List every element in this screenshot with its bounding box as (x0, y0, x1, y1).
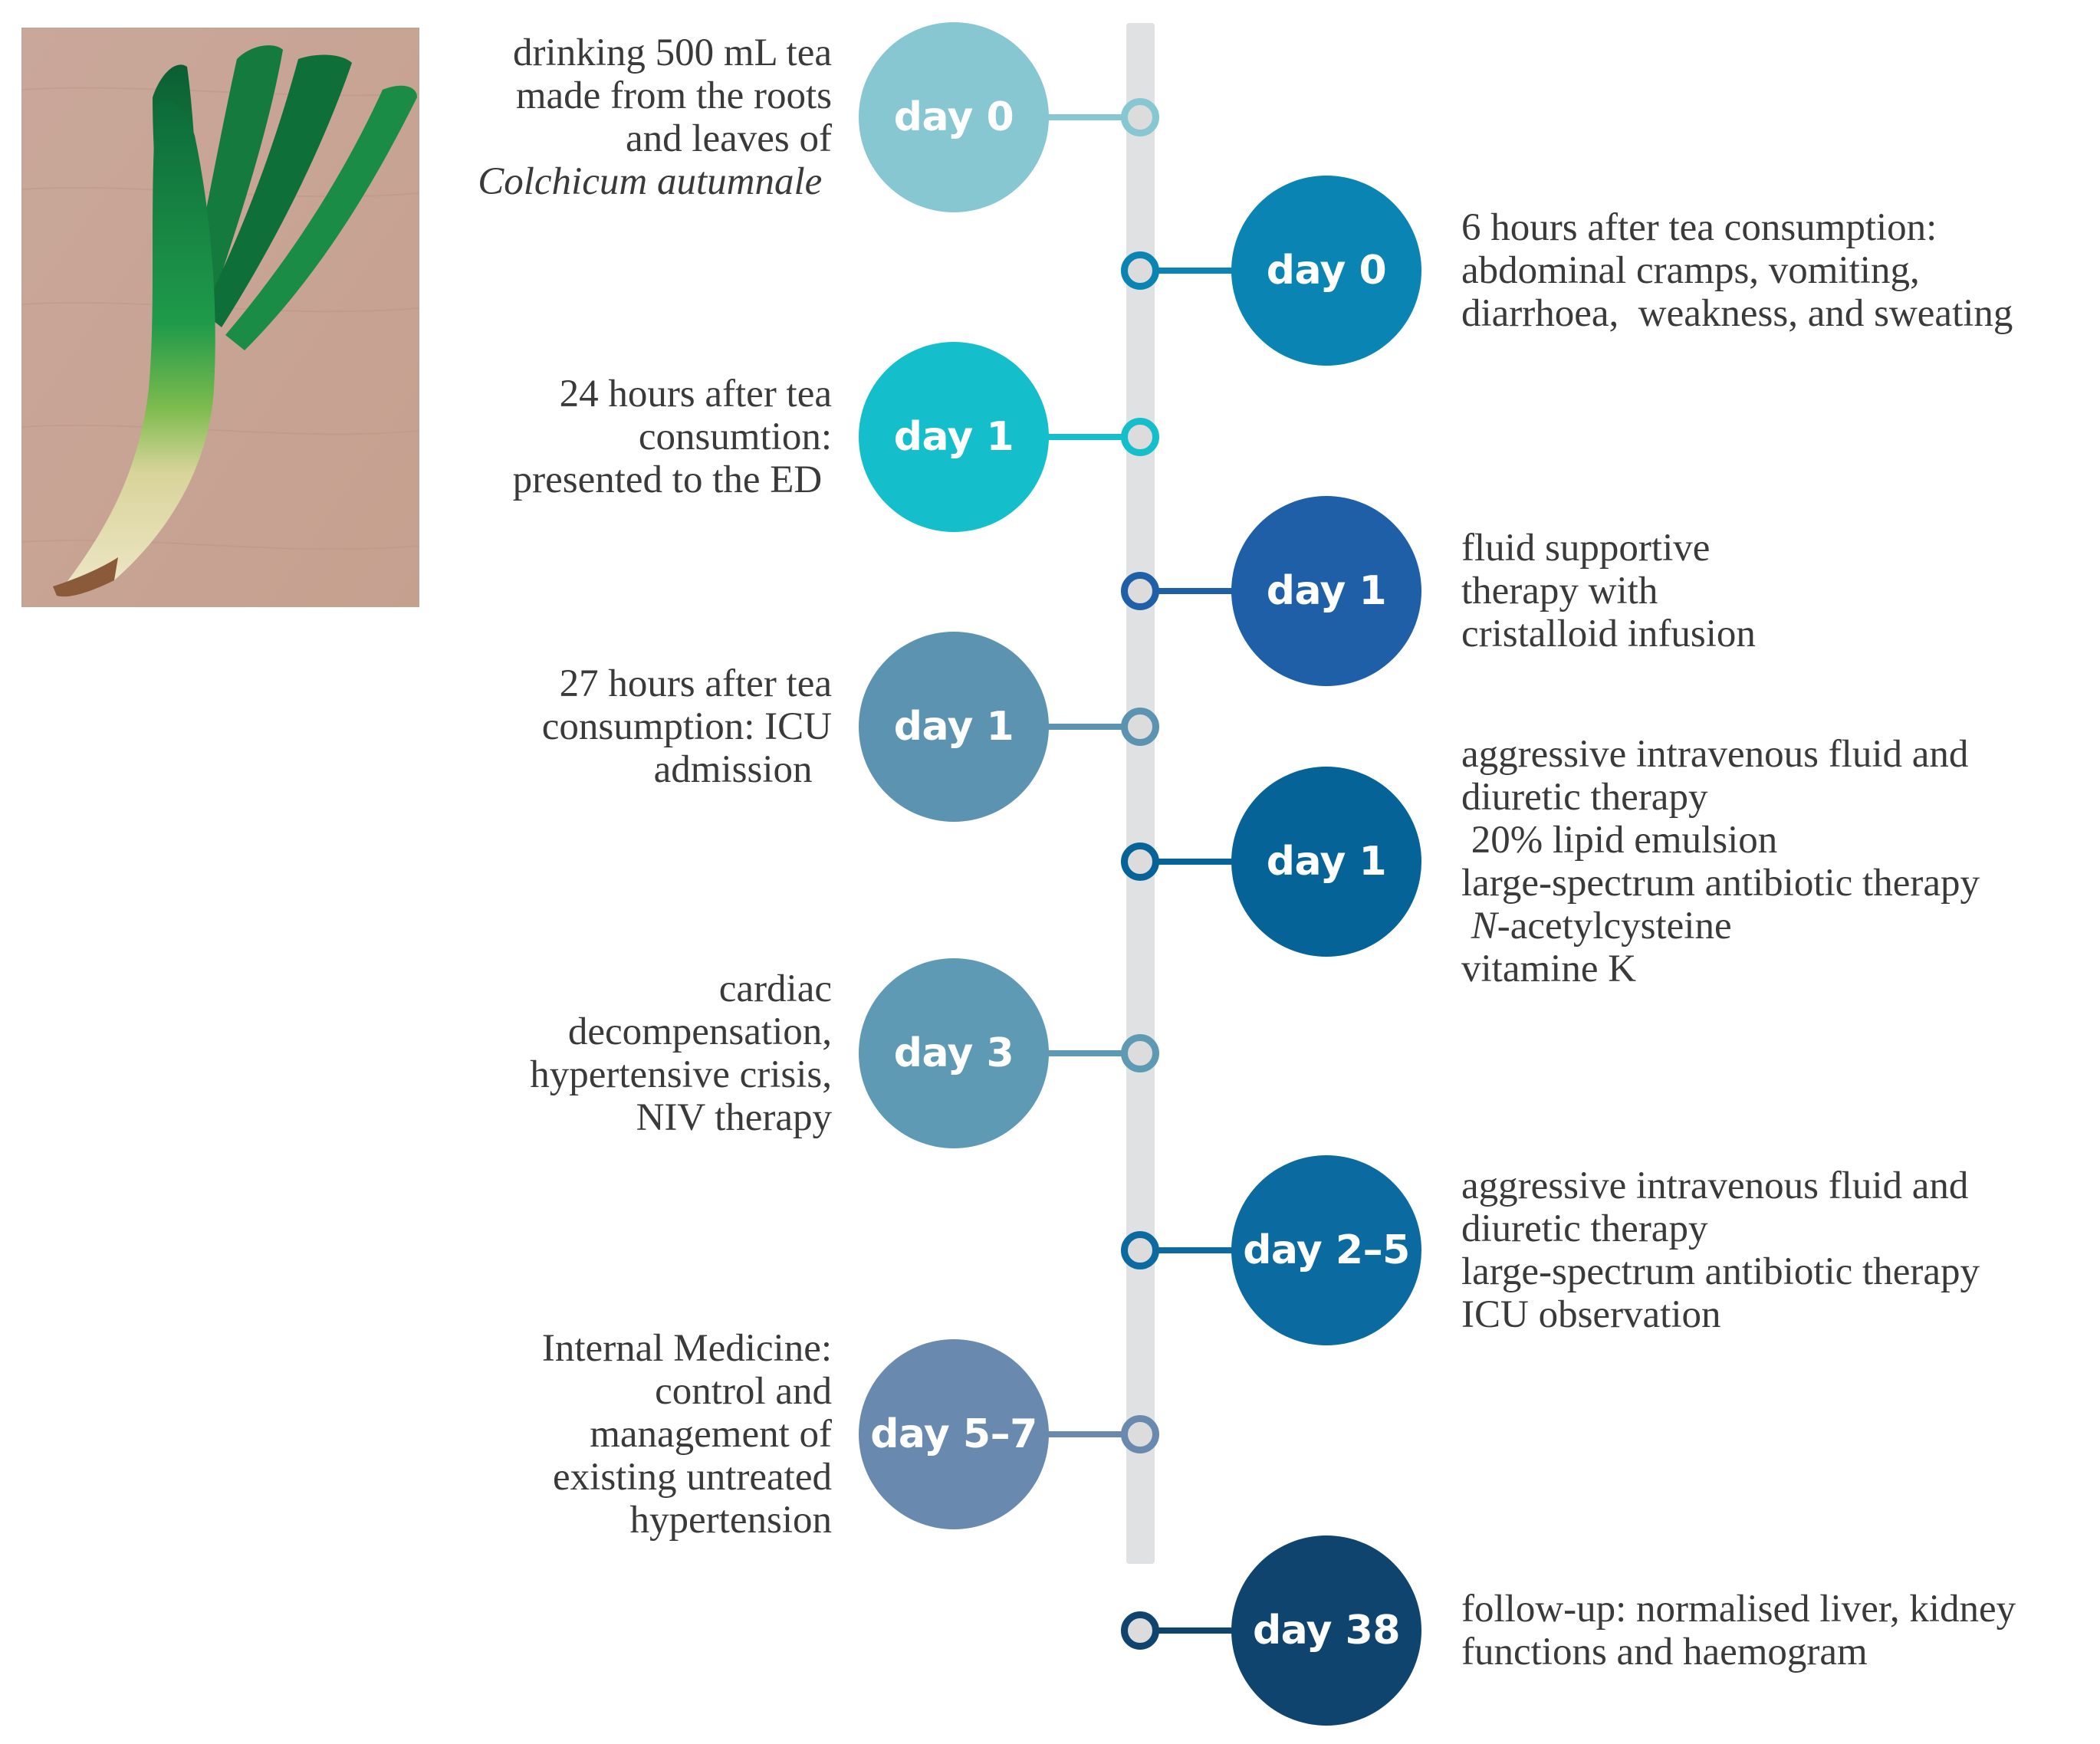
timeline-marker (1121, 98, 1159, 136)
description-line: 20% lipid emulsion (1461, 819, 1778, 862)
event-description (1461, 1164, 1980, 1336)
day-circle: day 1 (1231, 767, 1421, 957)
timeline-marker (1121, 418, 1159, 456)
description-line: consumtion: (638, 415, 832, 458)
timeline-marker (1121, 1034, 1159, 1072)
description-line: Internal Medicine: (541, 1327, 832, 1370)
timeline-marker (1121, 708, 1159, 746)
description-line: admission (653, 748, 832, 791)
timeline-marker (1121, 1231, 1159, 1269)
description-line: large-spectrum antibiotic therapy (1461, 1250, 1980, 1293)
day-circle: day 0 (859, 22, 1049, 212)
description-line: functions and haemogram (1461, 1631, 1868, 1673)
event-description (1461, 1588, 2016, 1673)
description-line: fluid supportive (1461, 527, 1711, 570)
description-line: diuretic therapy (1461, 776, 1708, 819)
description-line: management of (590, 1413, 832, 1456)
day-circle: day 5–7 (859, 1339, 1049, 1529)
day-circle: day 3 (859, 958, 1049, 1148)
event-description (478, 31, 832, 203)
description-line: hypertension (629, 1499, 832, 1542)
day-circle: day 2–5 (1231, 1155, 1421, 1345)
description-line: aggressive intravenous fluid and (1461, 1164, 1969, 1207)
description-line: decompensation, (567, 1010, 832, 1053)
event-description (513, 373, 832, 501)
description-line: drinking 500 mL tea (513, 31, 832, 74)
description-line: NIV therapy (636, 1096, 832, 1139)
day-circle: day 1 (859, 342, 1049, 532)
description-line: made from the roots (515, 74, 832, 117)
colchicum-leaves-image (22, 28, 419, 606)
description-line: 24 hours after tea (559, 373, 832, 415)
description-line: follow-up: normalised liver, kidney (1461, 1588, 2016, 1631)
description-line: 27 hours after tea (559, 662, 832, 705)
timeline-marker (1121, 1415, 1159, 1453)
event-description (542, 662, 832, 791)
description-line: N-acetylcysteine (1471, 905, 1732, 948)
event-description (530, 967, 832, 1139)
day-circle: day 1 (1231, 496, 1421, 686)
description-line: large-spectrum antibiotic therapy (1461, 862, 1980, 905)
description-line: existing untreated (553, 1456, 832, 1499)
timeline-marker (1121, 1611, 1159, 1650)
description-line: cristalloid infusion (1461, 613, 1756, 655)
day-circle: day 0 (1231, 176, 1421, 366)
day-circle: day 38 (1231, 1535, 1421, 1726)
description-line: aggressive intravenous fluid and (1461, 733, 1969, 776)
description-line: diuretic therapy (1461, 1207, 1708, 1250)
description-line: control and (655, 1370, 832, 1413)
plant-photo (21, 28, 419, 607)
event-description (1461, 206, 2013, 335)
description-line: abdominal cramps, vomiting, (1461, 249, 1920, 292)
description-line: therapy with (1461, 570, 1658, 613)
description-line: consumption: ICU (541, 705, 832, 748)
description-line: presented to the ED (512, 458, 832, 501)
day-circle: day 1 (859, 632, 1049, 822)
timeline-marker (1121, 842, 1159, 881)
description-line: and leaves of (625, 117, 832, 160)
event-description (542, 1327, 832, 1542)
description-line: vitamine K (1461, 948, 1637, 990)
timeline-marker (1121, 251, 1159, 290)
description-line: cardiac (718, 967, 832, 1010)
description-line: ICU observation (1461, 1293, 1721, 1336)
description-line: hypertensive crisis, (530, 1053, 832, 1096)
event-description (1461, 733, 1980, 990)
description-line: Colchicum autumnale (478, 160, 832, 203)
description-line: diarrhoea, weakness, and sweating (1461, 292, 2013, 335)
event-description (1461, 527, 1756, 655)
timeline-marker (1121, 572, 1159, 610)
description-line: 6 hours after tea consumption: (1461, 206, 1937, 249)
